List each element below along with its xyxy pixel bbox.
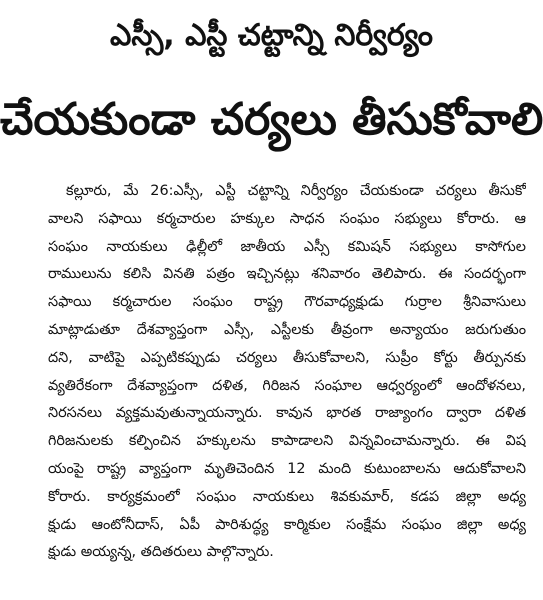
headline-line-1: ఎస్సీ, ఎస్టీ చట్టాన్ని నిర్వీర్యం — [110, 18, 433, 53]
body-line: క్షుడు ఆంటోనీదాస్, ఏపీ పారిశుద్ధ్య కార్మికుల సంక్షేమ సంఘం జిల్లా అధ్య — [48, 516, 526, 533]
body-line: కల్లూరు, మే 26:ఎస్సీ, ఎస్టీ చట్టాన్ని నిర్వీర్యం చేయకుండా చర్యలు తీసుకో — [66, 183, 526, 199]
body-line: క్షుడు అయ్యన్న, తదితరులు పాల్గొన్నారు. — [48, 544, 274, 561]
body-line: దని, వాటిపై ఎప్పటికప్పుడు చర్యలు తీసుకోవాలని, సుప్రీం కోర్టు తీర్పునకు — [48, 349, 526, 366]
body-line: రాములును కలిసి వినతి పత్రం ఇచ్చినట్లు శనివారం తెలిపారు. ఈ సందర్భంగా — [48, 266, 526, 283]
article-body — [48, 178, 526, 567]
body-line: సఫాయి కర్మచారుల సంఘం రాష్ట్ర గౌరవాధ్యక్షుడు గుర్రాల శ్రీనివాసులు — [48, 294, 526, 311]
body-line: సంఘం నాయకులు ఢిల్లీలో జాతీయ ఎస్సీ కమిషన్ సభ్యులు కాసోగుల — [48, 238, 526, 255]
body-line: నిరసనలు వ్యక్తమవుతున్నాయన్నారు. కావున భారత రాజ్యాంగం ద్వారా దళిత — [48, 405, 526, 422]
body-line: కోరారు. కార్యక్రమంలో సంఘం నాయకులు శివకుమార్, కడప జిల్లా అధ్య — [48, 488, 526, 505]
body-line: యంపై రాష్ట్ర వ్యాప్తంగా మృతిచెందిన 12 మంది కుటుంబాలను ఆదుకోవాలని — [48, 460, 526, 477]
body-line: వ్యతిరేకంగా దేశవ్యాప్తంగా దళిత, గిరిజన సంఘాల ఆధ్వర్యంలో ఆందోళనలు, — [48, 377, 526, 394]
body-line: గిరిజనులకు కల్పించిన హక్కులను కాపాడాలని విన్నవించామన్నారు. ఈ విష — [48, 433, 526, 450]
body-line: వాలని సఫాయి కర్మచారుల హక్కుల సాధన సంఘం సభ్యులు కోరారు. ఆ — [48, 210, 526, 227]
headline-line-2: చేయకుండా చర్యలు తీసుకోవాలి — [0, 94, 543, 145]
body-line: మాట్లాడుతూ దేశవ్యాప్తంగా ఎస్సీ, ఎస్టీలకు తీవ్రంగా అన్యాయం జరుగుతుం — [48, 321, 526, 338]
